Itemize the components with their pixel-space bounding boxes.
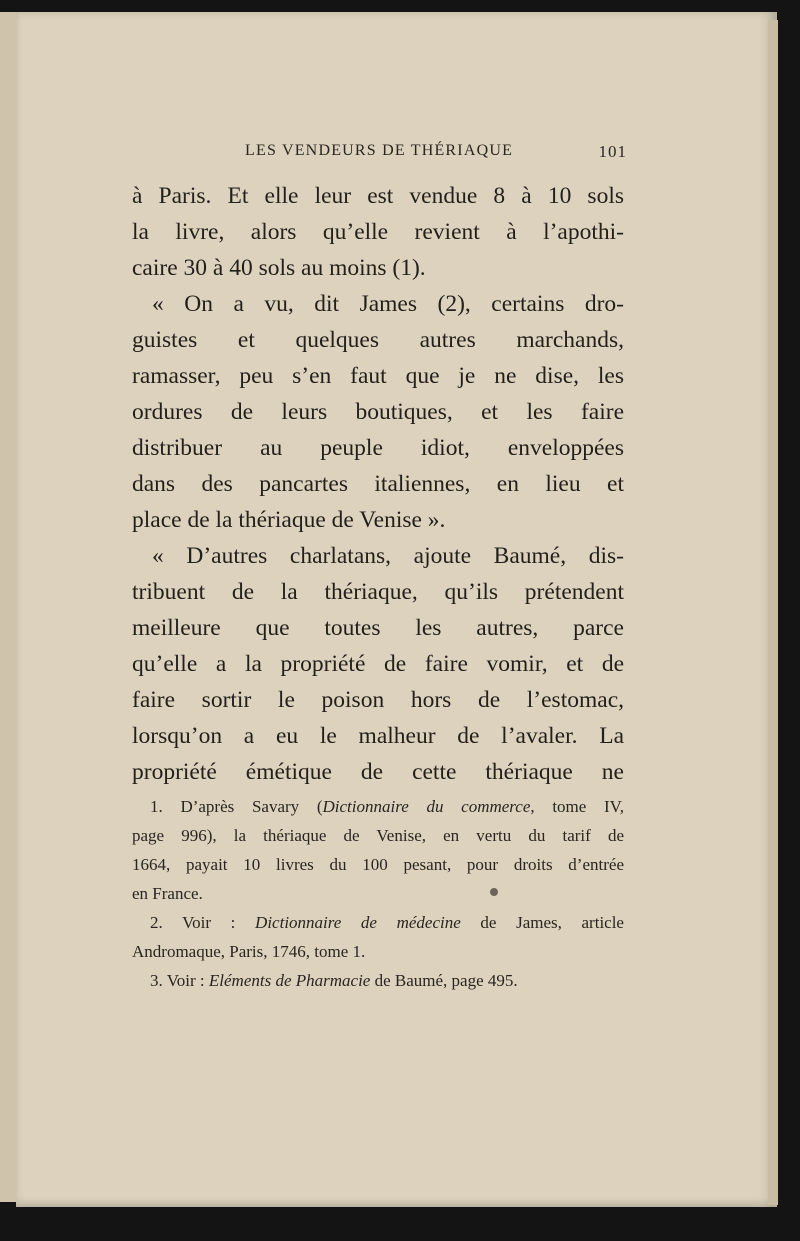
footnote-2: 2. Voir : Dictionnaire de médecine de James, article [150,913,624,932]
text-line: « D’autres charlatans, ajoute Baumé, dis- [152,543,624,569]
footnote-line: en France. [132,884,203,903]
cited-title: Dictionnaire du commerce [322,797,531,816]
footnote-line: Andromaque, Paris, 1746, tome 1. [132,942,366,961]
text-line: faire sortir le poison hors de l’estomac, [132,687,624,713]
footnote-number: 1. [150,797,163,816]
page-fore-edge [768,20,778,1205]
text-line: lorsqu’on a eu le malheur de l’avaler. La [132,723,624,749]
text-line: à Paris. Et elle leur est vendue 8 à 10 sols [132,183,624,209]
text-line: dans des pancartes italiennes, en lieu et [132,471,624,497]
text-line: ramasser, peu s’en faut que je ne dise, les [132,363,624,389]
footnote-line: 1664, payait 10 livres du 100 pesant, pour droits d’entrée [132,855,624,874]
page-number: 101 [598,142,627,161]
text-line: tribuent de la thériaque, qu’ils prétendent [132,579,624,605]
text-line: distribuer au peuple idiot, enveloppées [132,435,624,461]
text-line: ordures de leurs boutiques, et les faire [132,399,624,425]
text-line: qu’elle a la propriété de faire vomir, et de [132,651,624,677]
cited-title: Eléments de Pharmacie [208,971,371,990]
text-line: place de la thériaque de Venise ». [132,507,446,533]
text-line: « On a vu, dit James (2), certains dro- [152,291,624,317]
footnote-number: 3. [150,971,163,990]
body-text [132,178,624,790]
cited-title: Dictionnaire de médecine [255,913,461,932]
footnote-3: 3. Voir : Eléments de Pharmacie de Baumé, page 495. [150,971,518,990]
text-line: caire 30 à 40 sols au moins (1). [132,255,426,281]
text-line: meilleure que toutes les autres, parce [132,615,624,641]
footnote-line: page 996), la thériaque de Venise, en vertu du tarif de [132,826,624,845]
footnote-1: 1. D’après Savary (Dictionnaire du commerce, tome IV, [150,797,624,816]
text-line: guistes et quelques autres marchands, [132,327,624,353]
text-line: propriété émétique de cette thériaque ne [132,759,624,785]
ink-blot [490,888,498,896]
footnotes [132,792,624,995]
footnote-number: 2. [150,913,163,932]
text-line: la livre, alors qu’elle revient à l’apothi- [132,219,624,245]
running-title: LES VENDEURS DE THÉRIAQUE [245,142,514,159]
